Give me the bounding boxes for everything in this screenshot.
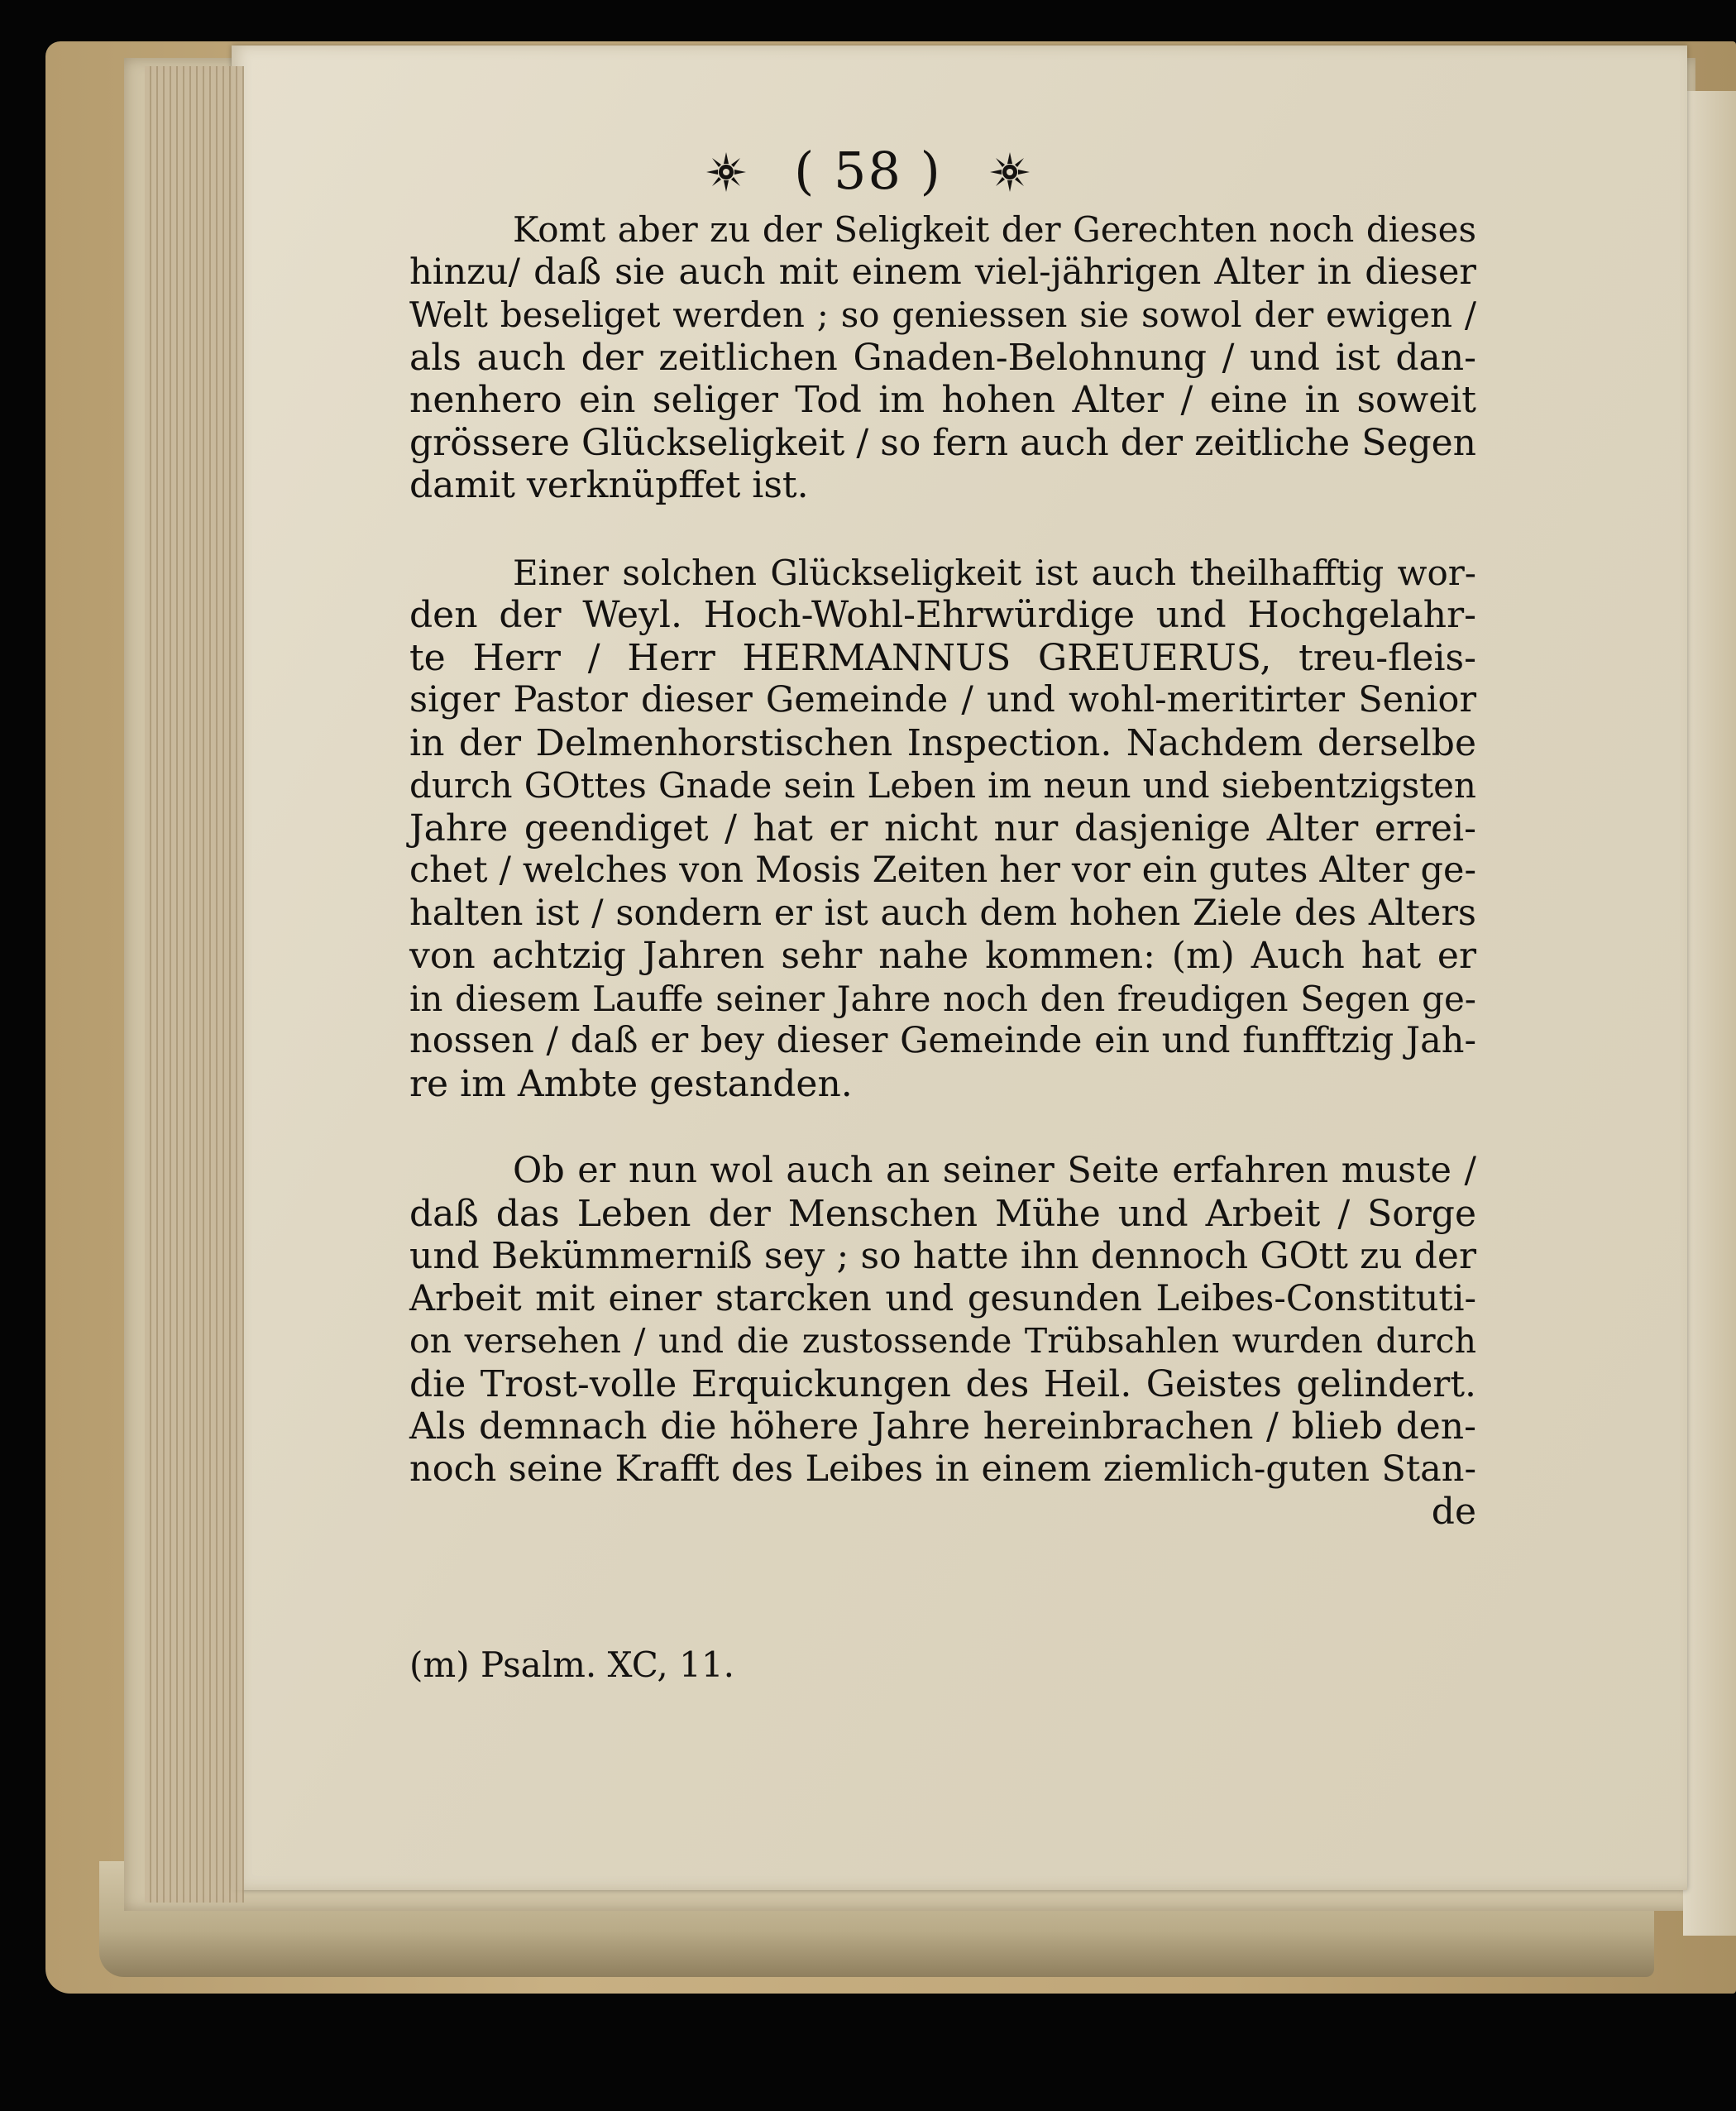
page-stack-edges (145, 66, 244, 1903)
text-line: hinzu/ daß sie auch mit einem viel-jährigen Alter in dieser (409, 251, 1476, 293)
facing-page-edge (1683, 91, 1736, 1936)
right-ornament-icon (988, 146, 1031, 189)
text-line: te Herr / Herr HERMANNUS GREUERUS, treu-fleis- (409, 636, 1476, 679)
text-line: Einer solchen Glückseligkeit ist auch theilhafftig wor- (513, 552, 1476, 593)
text-line: als auch der zeitlichen Gnaden-Belohnung / und ist dan- (409, 336, 1476, 379)
text-line: re im Ambte gestanden. (409, 1062, 853, 1105)
text-line: in diesem Lauffe seiner Jahre noch den freudigen Segen ge- (409, 978, 1476, 1019)
text-line: on versehen / und die zustossende Trübsahlen wurden durch (409, 1321, 1476, 1361)
text-line: daß das Leben der Menschen Mühe und Arbeit / Sorge (409, 1192, 1476, 1235)
text-line: Arbeit mit einer starcken und gesunden Leibes-Constituti- (409, 1277, 1476, 1319)
text-line: von achtzig Jahren sehr nahe kommen: (m) Auch hat er (409, 935, 1476, 977)
text-line: grössere Glückseligkeit / so fern auch der zeitliche Segen (409, 421, 1476, 464)
page-header (0, 141, 1736, 201)
text-line: Ob er nun wol auch an seiner Seite erfahren muste / (513, 1150, 1476, 1191)
text-line: Komt aber zu der Seligkeit der Gerechten noch dieses (513, 209, 1476, 250)
catchword: de (1431, 1491, 1476, 1533)
paragraph-1 (409, 208, 1476, 507)
paragraph-2 (409, 552, 1476, 1106)
text-line: die Trost-volle Erquickungen des Heil. Geistes gelindert. (409, 1362, 1476, 1405)
paragraph-3 (409, 1150, 1476, 1491)
text-line: in der Delmenhorstischen Inspection. Nachdem derselbe (409, 721, 1476, 764)
text-line: Als demnach die höhere Jahre hereinbrachen / blieb den- (409, 1405, 1476, 1448)
text-line: siger Pastor dieser Gemeinde / und wohl-meritirter Senior (409, 679, 1476, 720)
page-number: ( 58 ) (794, 141, 942, 201)
footnote: (m) Psalm. XC, 11. (409, 1644, 734, 1685)
text-line: den der Weyl. Hoch-Wohl-Ehrwürdige und Hochgelahr- (409, 594, 1476, 636)
text-line: damit verknüpffet ist. (409, 464, 809, 506)
text-line: noch seine Krafft des Leibes in einem ziemlich-guten Stan- (409, 1448, 1476, 1490)
text-line: nossen / daß er bey dieser Gemeinde ein und funfftzig Jah- (409, 1020, 1476, 1061)
text-line: Jahre geendiget / hat er nicht nur dasjenige Alter errei- (409, 807, 1476, 850)
text-line: durch GOttes Gnade sein Leben im neun und siebentzigsten (409, 765, 1476, 806)
text-line: nenhero ein seliger Tod im hohen Alter / eine in soweit (409, 379, 1476, 421)
left-ornament-icon (705, 146, 748, 189)
body-text (409, 208, 1476, 1534)
text-line: und Bekümmerniß sey ; so hatte ihn dennoch GOtt zu der (409, 1235, 1476, 1277)
text-line: chet / welches von Mosis Zeiten her vor ein gutes Alter ge- (409, 850, 1476, 891)
text-line: halten ist / sondern er ist auch dem hohen Ziele des Alters (409, 892, 1476, 934)
text-line: Welt beseliget werden ; so geniessen sie sowol der ewigen / (409, 294, 1476, 335)
